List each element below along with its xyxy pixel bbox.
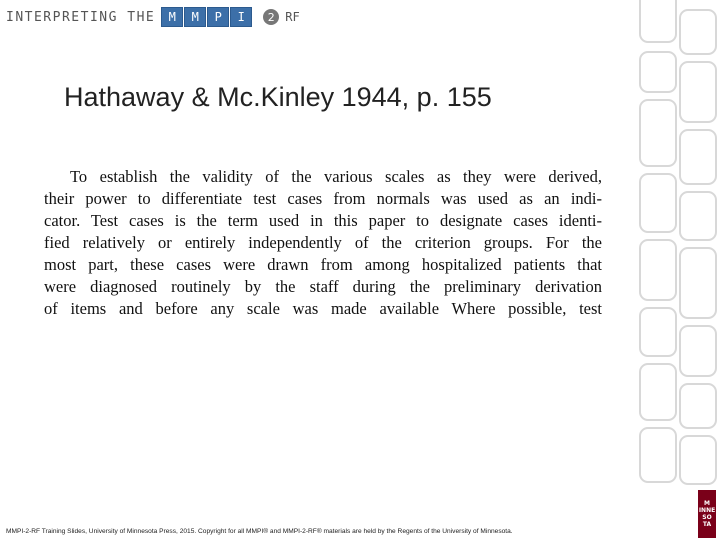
quote-line: fied relatively or entirely independently of the criterion groups. For the — [44, 233, 602, 252]
version-suffix: RF — [285, 10, 300, 24]
logo-line: TA — [702, 521, 712, 528]
mmpi-letter-p: P — [207, 7, 229, 27]
quote-line: their power to differentiate test cases from normals was used as an indi- — [44, 189, 602, 208]
logo-line: INNE — [698, 507, 716, 514]
logo-line: SO — [702, 514, 712, 521]
quote-line: of items and before any scale was made available Where possible, test — [44, 299, 602, 318]
mmpi-logo — [161, 7, 253, 27]
mmpi-letter-m1: M — [161, 7, 183, 27]
university-logo — [698, 490, 716, 538]
quoted-passage — [44, 166, 602, 320]
brand-prefix: INTERPRETING THE — [6, 9, 156, 25]
brand-header — [6, 6, 300, 28]
quote-line: were diagnosed routinely by the staff during the preliminary derivation — [44, 277, 602, 296]
quote-line: most part, these cases were drawn from among hospitalized patients that — [44, 255, 602, 274]
logo-line: M — [704, 500, 710, 507]
quote-line: cator. Test cases is the term used in this paper to designate cases identi- — [44, 211, 602, 230]
mmpi-letter-i: I — [230, 7, 252, 27]
decorative-pattern — [632, 0, 720, 490]
quote-line: To establish the validity of the various scales as they were derived, — [70, 167, 602, 186]
slide-title: Hathaway & Mc.Kinley 1944, p. 155 — [64, 82, 492, 112]
mmpi-letter-m2: M — [184, 7, 206, 27]
version-number-badge: 2 — [263, 9, 279, 25]
copyright-footer: MMPI-2-RF Training Slides, University of Minnesota Press, 2015. Copyright for all MMPI® and MMPI-2-RF® materials are held by the Regents of the University of Minnesota. — [6, 528, 513, 535]
